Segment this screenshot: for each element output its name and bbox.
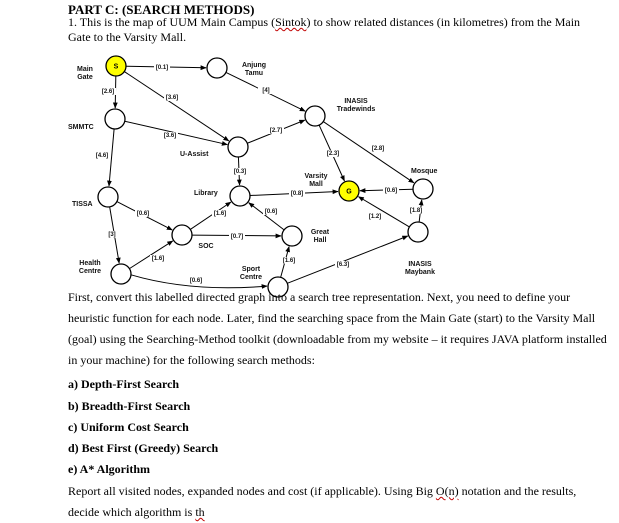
edge-label-soc-to-great-hall: [0.7]: [230, 234, 244, 240]
node-label-varsity-mall: Varsity: [304, 173, 328, 180]
node-label-main-gate: Gate: [77, 74, 93, 81]
edge-label-u-assist-to-inasis-tradewinds: [2.7]: [269, 128, 283, 134]
node-library: [230, 186, 250, 206]
node-soc: [172, 225, 192, 245]
edge-label-library-to-varsity-mall: [0.8]: [290, 191, 304, 197]
edge-label-inasis-maybank-to-mosque: [1.8]: [409, 208, 423, 214]
edge-label-soc-to-library: [1.6]: [213, 211, 227, 217]
edge-label-inasis-maybank-to-varsity-mall: [1.2]: [368, 214, 382, 220]
node-inasis-maybank: [408, 222, 428, 242]
edge-label-tissa-to-soc: [0.6]: [136, 211, 150, 217]
node-label-soc: SOC: [198, 243, 214, 250]
method-astar: e) A* Algorithm: [68, 462, 150, 476]
node-label-anjung-tamu: Tamu: [244, 70, 264, 77]
node-label-varsity-mall: Mall: [309, 181, 323, 188]
edge-label-health-centre-to-sport-centre: [0.6]: [189, 278, 203, 284]
node-health-centre: [111, 264, 131, 284]
node-label-smmtc: SMMTC: [68, 124, 94, 131]
node-symbol-varsity-mall: G: [346, 188, 352, 196]
edge-label-main-gate-to-smmtc: [2.6]: [101, 89, 115, 95]
node-label-health-centre: Centre: [78, 268, 102, 275]
node-label-health-centre: Health: [79, 260, 101, 267]
node-label-mosque: Mosque: [411, 168, 438, 175]
node-label-anjung-tamu: Anjung: [241, 62, 267, 69]
edge-label-inasis-tradewinds-to-varsity-mall: [2.3]: [326, 151, 340, 157]
spellcheck-word-sintok: Sintok: [275, 15, 307, 29]
report-part1: Report all visited nodes, expanded nodes and cost (if applicable). Using Big: [68, 484, 436, 498]
edge-label-main-gate-to-u-assist: [3.6]: [165, 95, 179, 101]
edge-label-inasis-tradewinds-to-mosque: [2.8]: [371, 146, 385, 152]
node-label-inasis-maybank: INASIS: [408, 261, 432, 268]
edge-label-u-assist-to-library: [0.3]: [233, 169, 247, 175]
node-symbol-main-gate: S: [113, 63, 119, 71]
method-bfs: b) Breadth-First Search: [68, 399, 191, 413]
node-label-inasis-maybank: Maybank: [405, 269, 435, 276]
edge-label-smmtc-to-u-assist: [3.6]: [163, 133, 177, 139]
method-dfs: a) Depth-First Search: [68, 377, 180, 391]
node-label-main-gate: Main: [77, 66, 93, 73]
node-label-inasis-tradewinds: INASIS: [344, 98, 368, 105]
edge-label-health-centre-to-soc: [1.6]: [151, 256, 165, 262]
node-label-great-hall: Hall: [313, 237, 327, 244]
intro-part1: 1. This is the map of UUM Main Campus (: [68, 15, 276, 29]
edge-health-centre-to-soc: [129, 241, 172, 269]
node-tissa: [98, 187, 118, 207]
method-ucs: c) Uniform Cost Search: [68, 420, 189, 434]
node-u-assist: [228, 137, 248, 157]
node-anjung-tamu: [207, 58, 227, 78]
edge-label-anjung-tamu-to-inasis-tradewinds: [4]: [262, 88, 270, 94]
node-label-great-hall: Great: [310, 229, 330, 236]
method-greedy: d) Best First (Greedy) Search: [68, 441, 219, 455]
edge-label-sport-centre-to-great-hall: [1.6]: [282, 258, 296, 264]
spellcheck-word-th: th: [195, 505, 205, 519]
edge-label-mosque-to-varsity-mall: [0.6]: [384, 188, 398, 194]
edge-label-sport-centre-to-inasis-maybank: [6.3]: [336, 262, 350, 268]
spellcheck-word-bigo: O(n): [435, 484, 459, 498]
node-label-sport-centre: Sport: [241, 266, 261, 273]
intro-part2: ) to show related distances (in kilometres) from the Main Gate to the Varsity Mall.: [68, 15, 581, 44]
report-paragraph: [68, 481, 608, 523]
node-label-sport-centre: Centre: [239, 274, 263, 281]
node-smmtc: [105, 109, 125, 129]
edge-main-gate-to-u-assist: [124, 72, 229, 141]
node-great-hall: [282, 226, 302, 246]
node-label-library: Library: [194, 190, 218, 197]
report-part2: notation and the results, decide which algorithm is: [68, 484, 577, 519]
node-inasis-tradewinds: [305, 106, 325, 126]
edge-label-tissa-to-health-centre: [3]: [108, 232, 116, 238]
node-mosque: [413, 179, 433, 199]
instructions-paragraph: First, convert this labelled directed graph into a search tree representation. Next, you need to define your heuristic function for each node. Later, find the searching space from the Main Gate (start) to the Varsity Mall (goal) using the Searching-Method toolkit (downloadable from my website – it requires JAVA platform installed in your machine) for the following search methods:: [68, 290, 607, 367]
edge-label-great-hall-to-library: [0.6]: [264, 209, 278, 215]
edge-great-hall-to-library: [249, 203, 284, 230]
edge-inasis-maybank-to-varsity-mall: [358, 197, 409, 227]
edge-label-smmtc-to-tissa: [4.6]: [95, 153, 109, 159]
node-label-inasis-tradewinds: Tradewinds: [336, 106, 376, 113]
edge-sport-centre-to-inasis-maybank: [287, 236, 407, 283]
section-heading: PART C: (SEARCH METHODS): [68, 2, 255, 17]
edge-label-main-gate-to-anjung-tamu: [0.1]: [155, 65, 169, 71]
node-label-tissa: TISSA: [72, 201, 93, 208]
node-label-u-assist: U-Assist: [180, 151, 209, 158]
